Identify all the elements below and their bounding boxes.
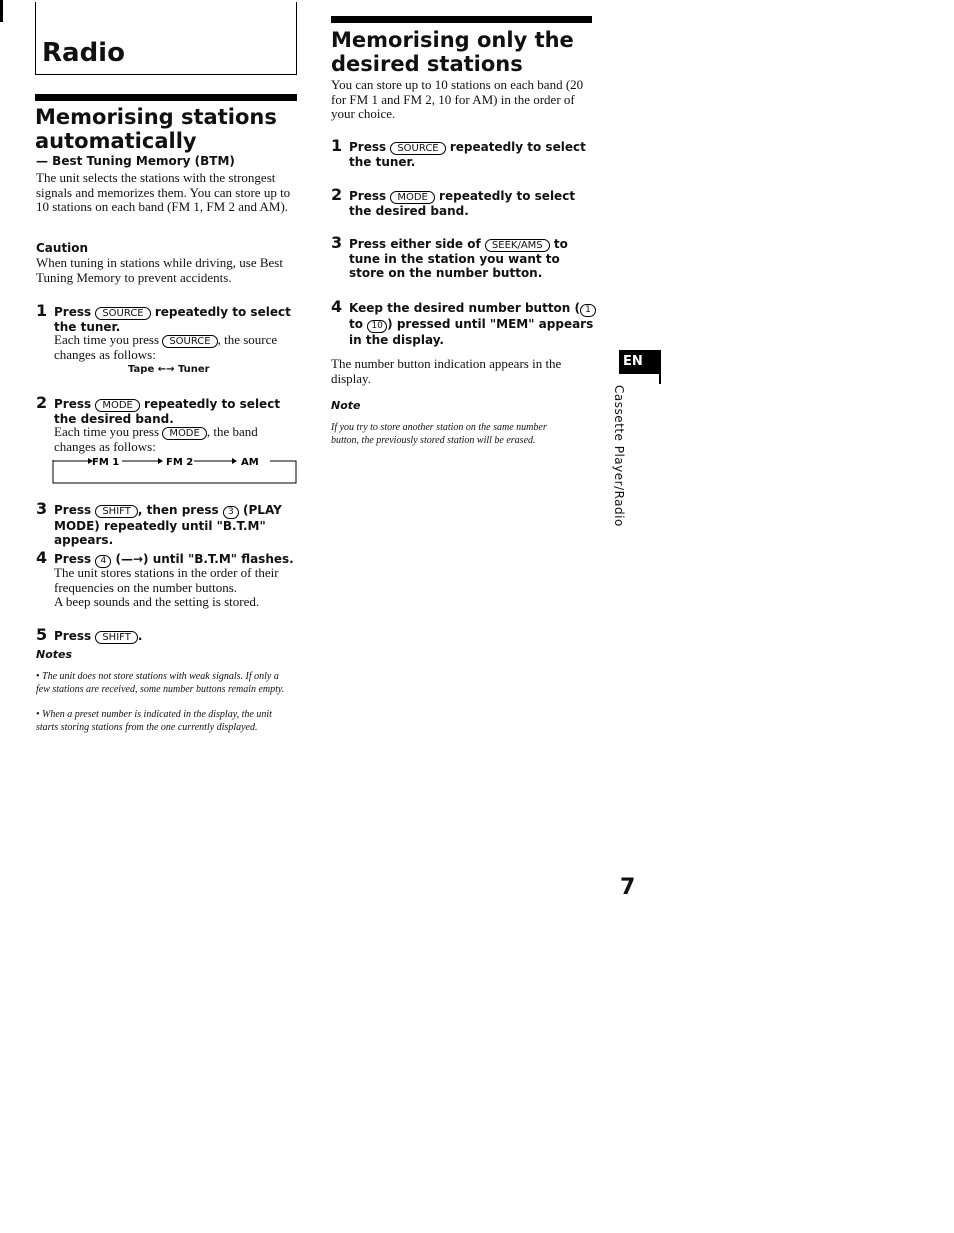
step-instruction: Press SOURCE repeatedly to select the tuner. bbox=[54, 305, 291, 334]
band-am: AM bbox=[241, 457, 259, 468]
note-item: • When a preset number is indicated in the display, the unit starts storing stations from the one currently displayed. bbox=[36, 709, 272, 733]
step-detail: The unit stores stations in the order of their frequencies on the number buttons. bbox=[54, 565, 279, 595]
source-button-icon: SOURCE bbox=[162, 335, 217, 348]
step-instruction: Press SOURCE repeatedly to select the tuner. bbox=[349, 140, 586, 169]
note-item: • The unit does not store stations with weak signals. If only a few stations are received, some number buttons remain empty. bbox=[36, 671, 285, 695]
step-instruction: Press either side of SEEK/AMS to tune in the station you want to store on the number button. bbox=[349, 237, 568, 280]
step-detail: A beep sounds and the setting is stored. bbox=[54, 594, 260, 609]
left-intro: The unit selects the stations with the strongest signals and memorizes them. You can store up to 10 stations on each band (FM 1, FM 2 and AM). bbox=[36, 170, 291, 214]
mode-button-icon: MODE bbox=[95, 399, 140, 412]
mode-button-icon: MODE bbox=[390, 191, 435, 204]
step-number: 3 bbox=[36, 499, 48, 518]
caution-text: When tuning in stations while driving, use Best Tuning Memory to prevent accidents. bbox=[36, 255, 283, 285]
step-number: 1 bbox=[36, 301, 48, 320]
heading-rule bbox=[35, 94, 297, 101]
step-instruction: Press SHIFT . bbox=[54, 629, 143, 643]
step-number: 5 bbox=[36, 625, 48, 644]
caution-heading: Caution bbox=[36, 241, 89, 255]
mode-button-icon: MODE bbox=[162, 427, 207, 440]
step-instruction: Press SHIFT , then press 3 (PLAY MODE) repeatedly until "B.T.M" appears. bbox=[54, 503, 282, 547]
tab-tail bbox=[659, 372, 661, 384]
heading-rule bbox=[331, 16, 592, 23]
source-button-icon: SOURCE bbox=[95, 307, 150, 320]
shift-button-icon: SHIFT bbox=[95, 505, 138, 518]
right-heading: Memorising only the desired stations bbox=[331, 28, 574, 76]
right-after-text: The number button indication appears in the display. bbox=[331, 356, 562, 386]
section-side-label: Cassette Player/Radio bbox=[612, 385, 626, 527]
step-instruction: Keep the desired number button ( 1 to 10 ) pressed until "MEM" appears in the display. bbox=[349, 301, 597, 347]
source-cycle-diagram: Tape ←→ Tuner bbox=[128, 364, 210, 375]
page-number: 7 bbox=[620, 875, 636, 900]
band-fm1: FM 1 bbox=[92, 457, 120, 468]
number-4-button-icon: 4 bbox=[95, 555, 111, 568]
step-instruction: Press 4 (—→) until "B.T.M" flashes. bbox=[54, 552, 294, 566]
note-text: If you try to store another station on the same number button, the previously stored station will be erased. bbox=[331, 422, 547, 446]
margin-mark bbox=[0, 0, 3, 22]
language-tab: EN bbox=[619, 350, 661, 374]
shift-button-icon: SHIFT bbox=[95, 631, 138, 644]
notes-heading: Notes bbox=[36, 648, 73, 661]
right-intro: You can store up to 10 stations on each band (20 for FM 1 and FM 2, 10 for AM) in the order of your choice. bbox=[331, 77, 584, 121]
step-number: 4 bbox=[36, 548, 48, 567]
step-number: 2 bbox=[331, 185, 343, 204]
step-instruction: Press MODE repeatedly to select the desired band. bbox=[54, 397, 281, 426]
number-3-button-icon: 3 bbox=[223, 506, 239, 519]
step-detail: Each time you press MODE , the band changes as follows: bbox=[54, 424, 258, 454]
number-10-button-icon: 10 bbox=[367, 320, 387, 333]
note-heading: Note bbox=[331, 399, 361, 412]
step-number: 2 bbox=[36, 393, 48, 412]
step-number: 3 bbox=[331, 233, 343, 252]
band-cycle-diagram bbox=[52, 452, 298, 484]
step-instruction: Press MODE repeatedly to select the desired band. bbox=[349, 189, 576, 218]
section-title: Radio bbox=[42, 38, 125, 68]
band-fm2: FM 2 bbox=[166, 457, 194, 468]
left-subheading: — Best Tuning Memory (BTM) bbox=[36, 154, 235, 168]
left-heading: Memorising stations automatically bbox=[35, 105, 277, 153]
seek-ams-button-icon: SEEK/AMS bbox=[485, 239, 550, 252]
source-button-icon: SOURCE bbox=[390, 142, 445, 155]
step-number: 4 bbox=[331, 297, 343, 316]
number-1-button-icon: 1 bbox=[580, 304, 596, 317]
step-detail: Each time you press SOURCE , the source changes as follows: bbox=[54, 332, 278, 362]
step-number: 1 bbox=[331, 136, 343, 155]
